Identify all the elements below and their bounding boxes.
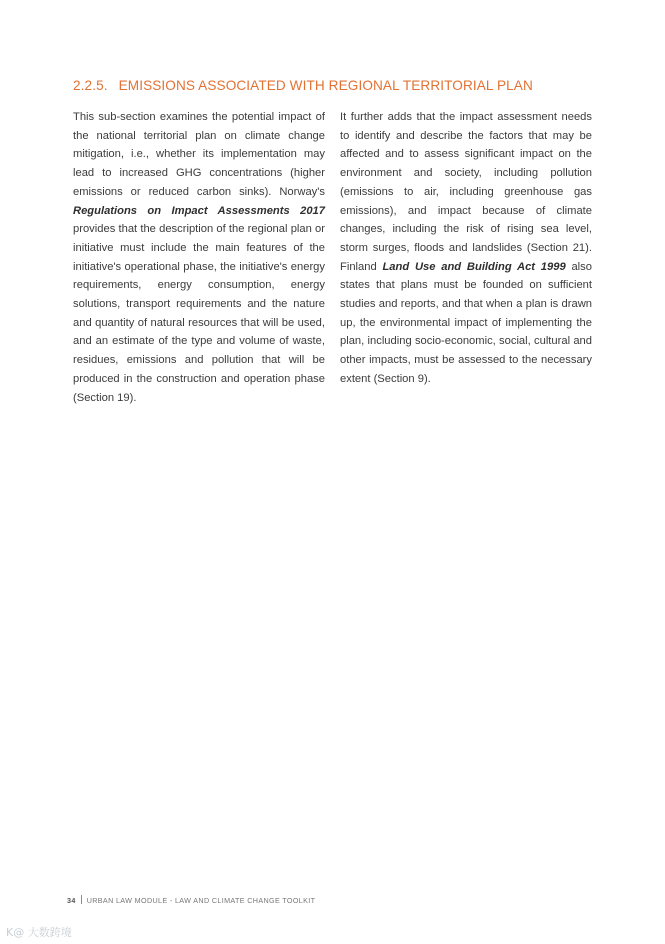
left-citation: Regulations on Impact Assessments 2017	[73, 204, 325, 217]
watermark: K@ 大数跨境	[6, 926, 72, 939]
page-number: 34	[67, 896, 76, 905]
left-column-paragraph	[73, 108, 325, 407]
section-title: EMISSIONS ASSOCIATED WITH REGIONAL TERRITORIAL PLAN	[118, 78, 533, 93]
footer-divider	[81, 895, 82, 904]
right-column-paragraph	[340, 108, 592, 389]
right-text-1: It further adds that the impact assessment needs to identify and describe the factors that may be affected and to assess significant impact on the environment and society, including pollution (emissions to air, including greenhouse gas emissions), and impact because of climate changes, including the risk of rising sea level, storm surges, floods and landslides (Section 21). Finland	[340, 111, 592, 273]
section-number: 2.2.5.	[73, 78, 108, 93]
left-text-1: This sub-section examines the potential impact of the national territorial plan on climate change mitigation, i.e., whether its implementation may lead to increased GHG concentrations (higher emissions or reduced carbon sinks). Norway's	[73, 111, 325, 198]
right-text-2: also states that plans must be founded on sufficient studies and reports, and that when a plan is drawn up, the environmental impact of implementing the plan, including socio-economic, social, cultural and other impacts, must be assessed to the necessary extent (Section 9).	[340, 260, 592, 385]
left-text-2: provides that the description of the regional plan or initiative must include the main features of the initiative's operational phase, the initiative's energy requirements, energy consumption, energy solutions, transport requirements and the nature and quantity of natural resources that will be used, and an estimate of the type and volume of waste, residues, emissions and pollution that will be produced in the construction and operation phase (Section 19).	[73, 223, 325, 404]
section-heading	[73, 78, 613, 93]
footer-label: URBAN LAW MODULE - LAW AND CLIMATE CHANGE TOOLKIT	[86, 896, 316, 905]
page-footer	[67, 895, 315, 905]
right-citation: Land Use and Building Act 1999	[382, 260, 566, 273]
